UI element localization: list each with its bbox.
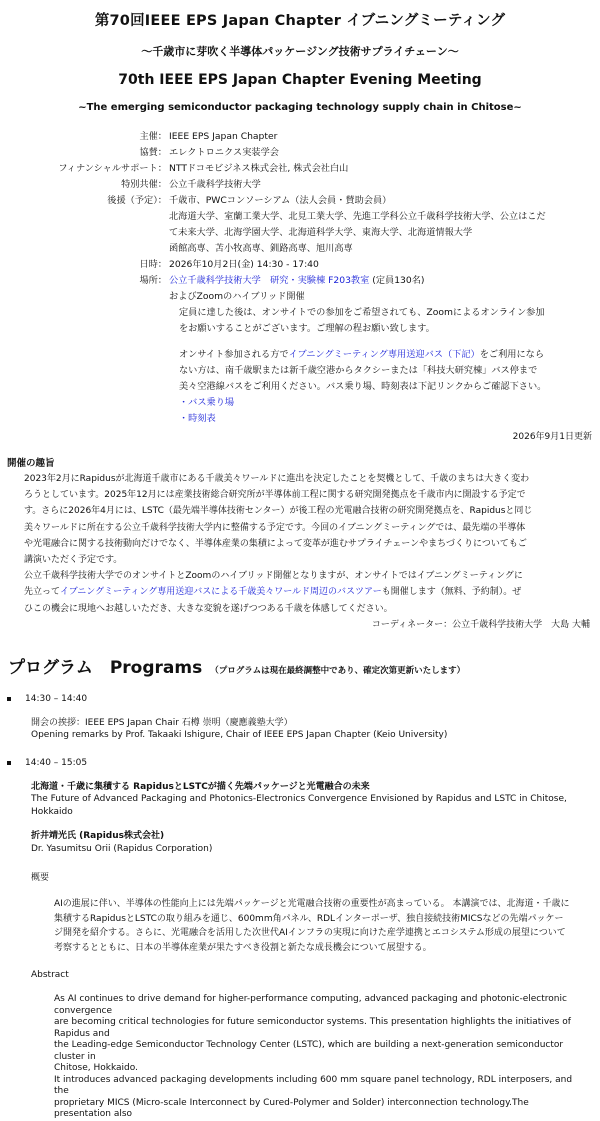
abstract-en-line: Chitose, Hokkaido. bbox=[54, 1063, 138, 1074]
bullet-icon bbox=[7, 697, 11, 701]
abstract-en-line: It introduces advanced packaging developments including 600 mm square panel technology, RDL interposers, and the bbox=[54, 1074, 573, 1097]
slot-1-content bbox=[0, 717, 600, 742]
support-line-2: 北海道大学、室蘭工業大学、北見工業大学、先進工学科公立千歳科学技術大学、公立はこだ bbox=[169, 211, 546, 222]
abstract-ja-line: 考察するとともに、日本の半導体産業が果たすべき役割と新たな成長機会について展望する。 bbox=[54, 942, 432, 953]
bus-tour-link[interactable]: イブニングミーティング専用送迎バスによる千歳美々ワールド周辺のバスツアー bbox=[60, 587, 382, 598]
abstract-label-en: Abstract bbox=[31, 970, 69, 981]
event-info bbox=[0, 129, 600, 427]
venue-capacity: (定員130名) bbox=[369, 275, 425, 286]
date-label: 日時： bbox=[139, 259, 167, 270]
talk-title-en: The Future of Advanced Packaging and Photonics-Electronics Convergence Envisioned by Rapidus and LSTC in Chitose, Hokkaido bbox=[31, 794, 567, 817]
abstract-en bbox=[0, 994, 600, 1121]
talk-title-ja: 北海道・千歳に集積する RapidusとLSTCが描く先端パッケージと光電融合の未来 bbox=[31, 781, 370, 792]
venue-link[interactable]: 公立千歳科学技術大学 研究・実験棟 F203教室 bbox=[169, 275, 370, 286]
place-value bbox=[167, 273, 569, 427]
special-row bbox=[0, 177, 600, 193]
overview-line: 美々ワールドに所在する公立千歳科学技術大学内に整備する予定です。今回のイブニングミーティングでは、最先端の半導体 bbox=[24, 522, 526, 533]
hybrid-text: およびZoomのハイブリッド開催 bbox=[169, 291, 305, 302]
cosponsor-value: エレクトロニクス実装学会 bbox=[169, 147, 279, 158]
speaker-en: Dr. Yasumitsu Orii (Rapidus Corporation) bbox=[31, 843, 213, 854]
page-subtitle-ja: 〜千歳市に芽吹く半導体パッケージング技術サプライチェーン〜 bbox=[141, 45, 459, 58]
abstract-ja-line: AIの進展に伴い、半導体の性能向上には先端パッケージと光電融合技術の重要性が高まっている。 本講演では、北海道・千歳に bbox=[54, 899, 570, 910]
slot-2-time: 14:40 – 15:05 bbox=[25, 757, 88, 768]
timetable-link[interactable]: ・時刻表 bbox=[179, 413, 216, 424]
bus-stop-link[interactable]: ・バス乗り場 bbox=[179, 397, 235, 408]
slot-1-time: 14:30 – 14:40 bbox=[25, 693, 88, 704]
program-heading bbox=[8, 653, 600, 678]
place-line bbox=[169, 273, 569, 289]
abstract-label-ja: 概要 bbox=[31, 873, 50, 884]
special-label: 特別共催： bbox=[121, 179, 167, 190]
place-row bbox=[0, 273, 600, 427]
abstract-ja bbox=[0, 897, 600, 955]
abstract-en-line: are becoming critical technologies for future semiconductor systems. This presentation highlights the initiatives of Rapidus and bbox=[54, 1017, 571, 1039]
speaker-ja: 折井靖光氏 (Rapidus株式会社) bbox=[31, 831, 165, 842]
bus-post: をご利用になら bbox=[479, 349, 545, 360]
overview-line: 講演いただく予定です。 bbox=[24, 555, 123, 566]
date-row bbox=[0, 257, 600, 273]
financial-row bbox=[0, 161, 600, 177]
bus-line-2: ない方は、南千歳駅または新千歳空港からタクシーまたは「科技大研究棟」バス停まで bbox=[179, 365, 538, 376]
support-line-3: て未来大学、北海学園大学、北海道科学大学、東海大学、北海道情報大学 bbox=[169, 227, 473, 238]
overview-line: 公立千歳科学技術大学でのオンサイトとZoomのハイブリッド開催となりますが、オンサイトではイブニングミーティングに bbox=[24, 571, 523, 582]
timetable-link-row bbox=[169, 411, 569, 427]
cosponsor-row bbox=[0, 145, 600, 161]
hybrid-note-1: 定員に達した後は、オンサイトでの参加をご希望されても、Zoomによるオンライン参加 bbox=[179, 307, 545, 318]
abstract-ja-line: 集積するRapidusとLSTCの取り組みを通じ、600mm角パネル、RDLインターポーザ、独自接続技術MICSなどの先端パッケー bbox=[54, 913, 564, 924]
program-note: （プログラムは現在最終調整中であり、確定次第更新いたします） bbox=[210, 665, 466, 676]
support-line-1: 千歳市、PWCコンソーシアム（法人会員・賛助会員） bbox=[169, 195, 392, 206]
organizer-row bbox=[0, 129, 600, 145]
cosponsor-label: 協賛： bbox=[139, 147, 167, 158]
support-row bbox=[0, 193, 600, 257]
program-title: プログラム Programs bbox=[8, 657, 203, 678]
support-label: 後援（予定）： bbox=[107, 195, 167, 206]
slot-2-content bbox=[0, 781, 600, 856]
bus-pre: オンサイト参加される方で bbox=[179, 349, 289, 360]
overview-line: 2023年2月にRapidusが北海道千歳市にある千歳美々ワールドに進出を決定したことを契機として、千歳のまちは大きく変わ bbox=[24, 474, 530, 484]
overview-line: す。さらに2026年4月には、LSTC（最先端半導体技術センター）が後工程の光電融合技術の研究開発拠点を、Rapidusと同じ bbox=[24, 506, 533, 517]
support-value bbox=[167, 193, 569, 257]
financial-value: NTTドコモビジネス株式会社, 株式会社白山 bbox=[169, 163, 349, 174]
overview-heading: 開催の趣旨 bbox=[7, 458, 55, 469]
abstract-en-line: proprietary MICS (Micro-scale Interconnect by Cured-Polymer and Solder) interconnection technology.The presentation also bbox=[54, 1097, 529, 1120]
bullet-icon bbox=[7, 761, 11, 765]
page-subtitle-en: ~The emerging semiconductor packaging technology supply chain in Chitose~ bbox=[78, 102, 522, 113]
bus-line-1 bbox=[169, 347, 569, 363]
support-line-4: 函館高専、苫小牧高専、釧路高専、旭川高専 bbox=[169, 243, 353, 254]
coordinator: コーディネーター：公立千歳科学技術大学 大島 大輔 bbox=[371, 619, 590, 630]
slot-1-ja: 開会の挨拶：IEEE EPS Japan Chair 石樽 崇明（慶應義塾大学） bbox=[31, 717, 293, 728]
abstract-en-line: As AI continues to drive demand for higher-performance computing, advanced packaging and photonic-electronic convergence bbox=[54, 994, 567, 1016]
abstract-en-line: the Leading-edge Semiconductor Technology Center (LSTC), which are building a next-generation semiconductor cluster in bbox=[54, 1040, 564, 1062]
bus-stop-link-row bbox=[169, 395, 569, 411]
date-value: 2026年10月2日(金) 14:30 - 17:40 bbox=[169, 259, 319, 270]
special-value: 公立千歳科学技術大学 bbox=[169, 179, 261, 190]
slot-1 bbox=[7, 694, 600, 704]
overview-tour-line bbox=[24, 584, 586, 600]
page-title: 第70回IEEE EPS Japan Chapter イブニングミーティング bbox=[94, 13, 506, 29]
organizer-value: IEEE EPS Japan Chapter bbox=[169, 131, 278, 142]
tour-post: も開催します（無料、予約制）。ぜ bbox=[381, 587, 522, 598]
hybrid-note-2: をお願いすることがございます。ご理解の程お願い致します。 bbox=[179, 323, 435, 334]
overview-body bbox=[0, 471, 600, 617]
bus-line-3: 美々空港線バスをご利用ください。バス乗り場、時刻表は下記リンクからご確認下さい。 bbox=[179, 381, 547, 392]
abstract-ja-line: ジ開発を紹介する。さらに、光電融合を活用した次世代AIインフラの実現に向けた産学連携とエコシステム形成の展望について bbox=[54, 928, 566, 939]
organizer-label: 主催： bbox=[139, 131, 167, 142]
page-title-en: 70th IEEE EPS Japan Chapter Evening Meeting bbox=[118, 72, 482, 88]
update-date: 2026年9月1日更新 bbox=[512, 432, 592, 442]
place-label: 場所： bbox=[139, 275, 167, 286]
overview-line: ひこの機会に現地へお越しいただき、大きな変貌を遂げつつある千歳を体感してください。 bbox=[24, 603, 393, 614]
overview-line: や光電融合に関する技術動向だけでなく、半導体産業の集積によって変革が進むサプライチェーンやまちづくりについてもご bbox=[24, 538, 527, 549]
shuttle-bus-link[interactable]: イブニングミーティング専用送迎バス（下記） bbox=[288, 349, 480, 360]
overview-line: ろうとしています。2025年12月には産業技術総合研究所が半導体前工程に関する研究開発拠点を千歳市内に開設する予定で bbox=[24, 490, 526, 501]
slot-1-en: Opening remarks by Prof. Takaaki Ishigure, Chair of IEEE EPS Japan Chapter (Keio University) bbox=[31, 730, 448, 741]
tour-pre: 先立って bbox=[24, 587, 61, 598]
slot-2 bbox=[7, 758, 600, 768]
financial-label: フィナンシャルサポート： bbox=[58, 163, 167, 174]
